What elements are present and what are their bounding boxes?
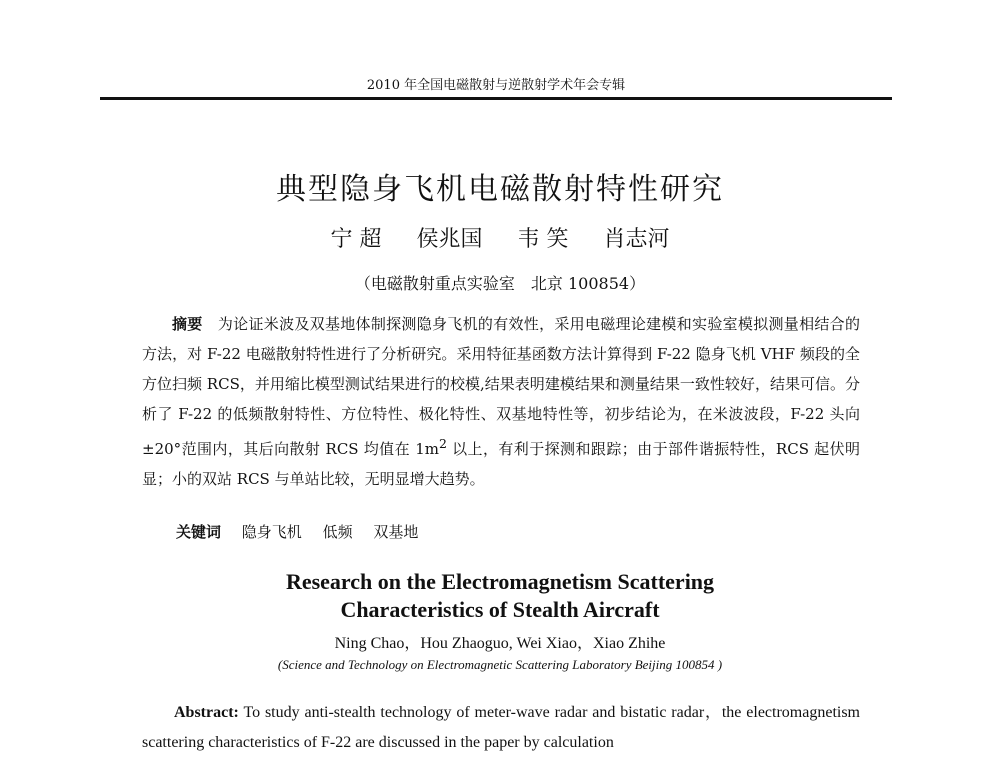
chinese-authors: [0, 222, 1000, 253]
author-1: 宁 超: [330, 227, 382, 252]
english-title-line-2: Characteristics of Stealth Aircraft: [340, 597, 660, 622]
abstract-label-cn: 摘要: [172, 315, 203, 333]
author-2: 侯兆国: [416, 227, 483, 252]
english-title: [0, 568, 1000, 624]
keywords-label: 关键词: [176, 523, 222, 541]
chinese-abstract: [142, 309, 860, 494]
english-title-line-1: Research on the Electromagnetism Scattering: [285, 569, 715, 594]
abstract-text-en: To study anti-stealth technology of meter-wave radar and bistatic radar，the electromagnetism scattering characteristics of F-22 are discussed in the paper by calculation: [142, 704, 860, 751]
author-4: 肖志河: [603, 227, 670, 252]
chinese-affiliation: （电磁散射重点实验室 北京 100854）: [354, 274, 646, 293]
superscript-2: 2: [438, 436, 447, 451]
running-header: 2010 年全国电磁散射与逆散射学术年会专辑: [366, 78, 626, 93]
author-3: 韦 笑: [517, 227, 569, 252]
header-rule: [100, 97, 892, 100]
keyword-3: 双基地: [373, 523, 419, 541]
abstract-text-cn: 为论证米波及双基地体制探测隐身飞机的有效性，采用电磁理论建模和实验室模拟测量相结合的方法，对 F-22 电磁散射特性进行了分析研究。采用特征基函数方法计算得到 F-22 隐身飞机 VHF 频段的全方位扫频 RCS，并用缩比模型测试结果进行的校模,结果表明建模结果和测量结果一致性较好，结果可信。分析了 F-22 的低频散射特性、方位特性、极化特性、双基地特性等，初步结论为，在米波波段，F-22 头向±20°范围内，其后向散射 RCS 均值在 1m: [142, 315, 860, 458]
keyword-1: 隐身飞机: [241, 523, 302, 541]
english-authors: Ning Chao，Hou Zhaoguo, Wei Xiao，Xiao Zhihe: [334, 635, 666, 652]
chinese-keywords: [176, 521, 856, 542]
keyword-2: 低频: [322, 523, 353, 541]
english-affiliation: (Science and Technology on Electromagnetic Scattering Laboratory Beijing 100854 ): [277, 657, 723, 672]
abstract-label-en: Abstract:: [174, 704, 239, 721]
chinese-title: 典型隐身飞机电磁散射特性研究: [276, 172, 724, 207]
english-abstract: [142, 698, 860, 758]
abstract-text-cn-2: 以上，有利于探测和跟踪；由于部件谐振特性，RCS 起伏明显；小的双站 RCS 与单站比较，无明显增大趋势。: [142, 440, 860, 488]
